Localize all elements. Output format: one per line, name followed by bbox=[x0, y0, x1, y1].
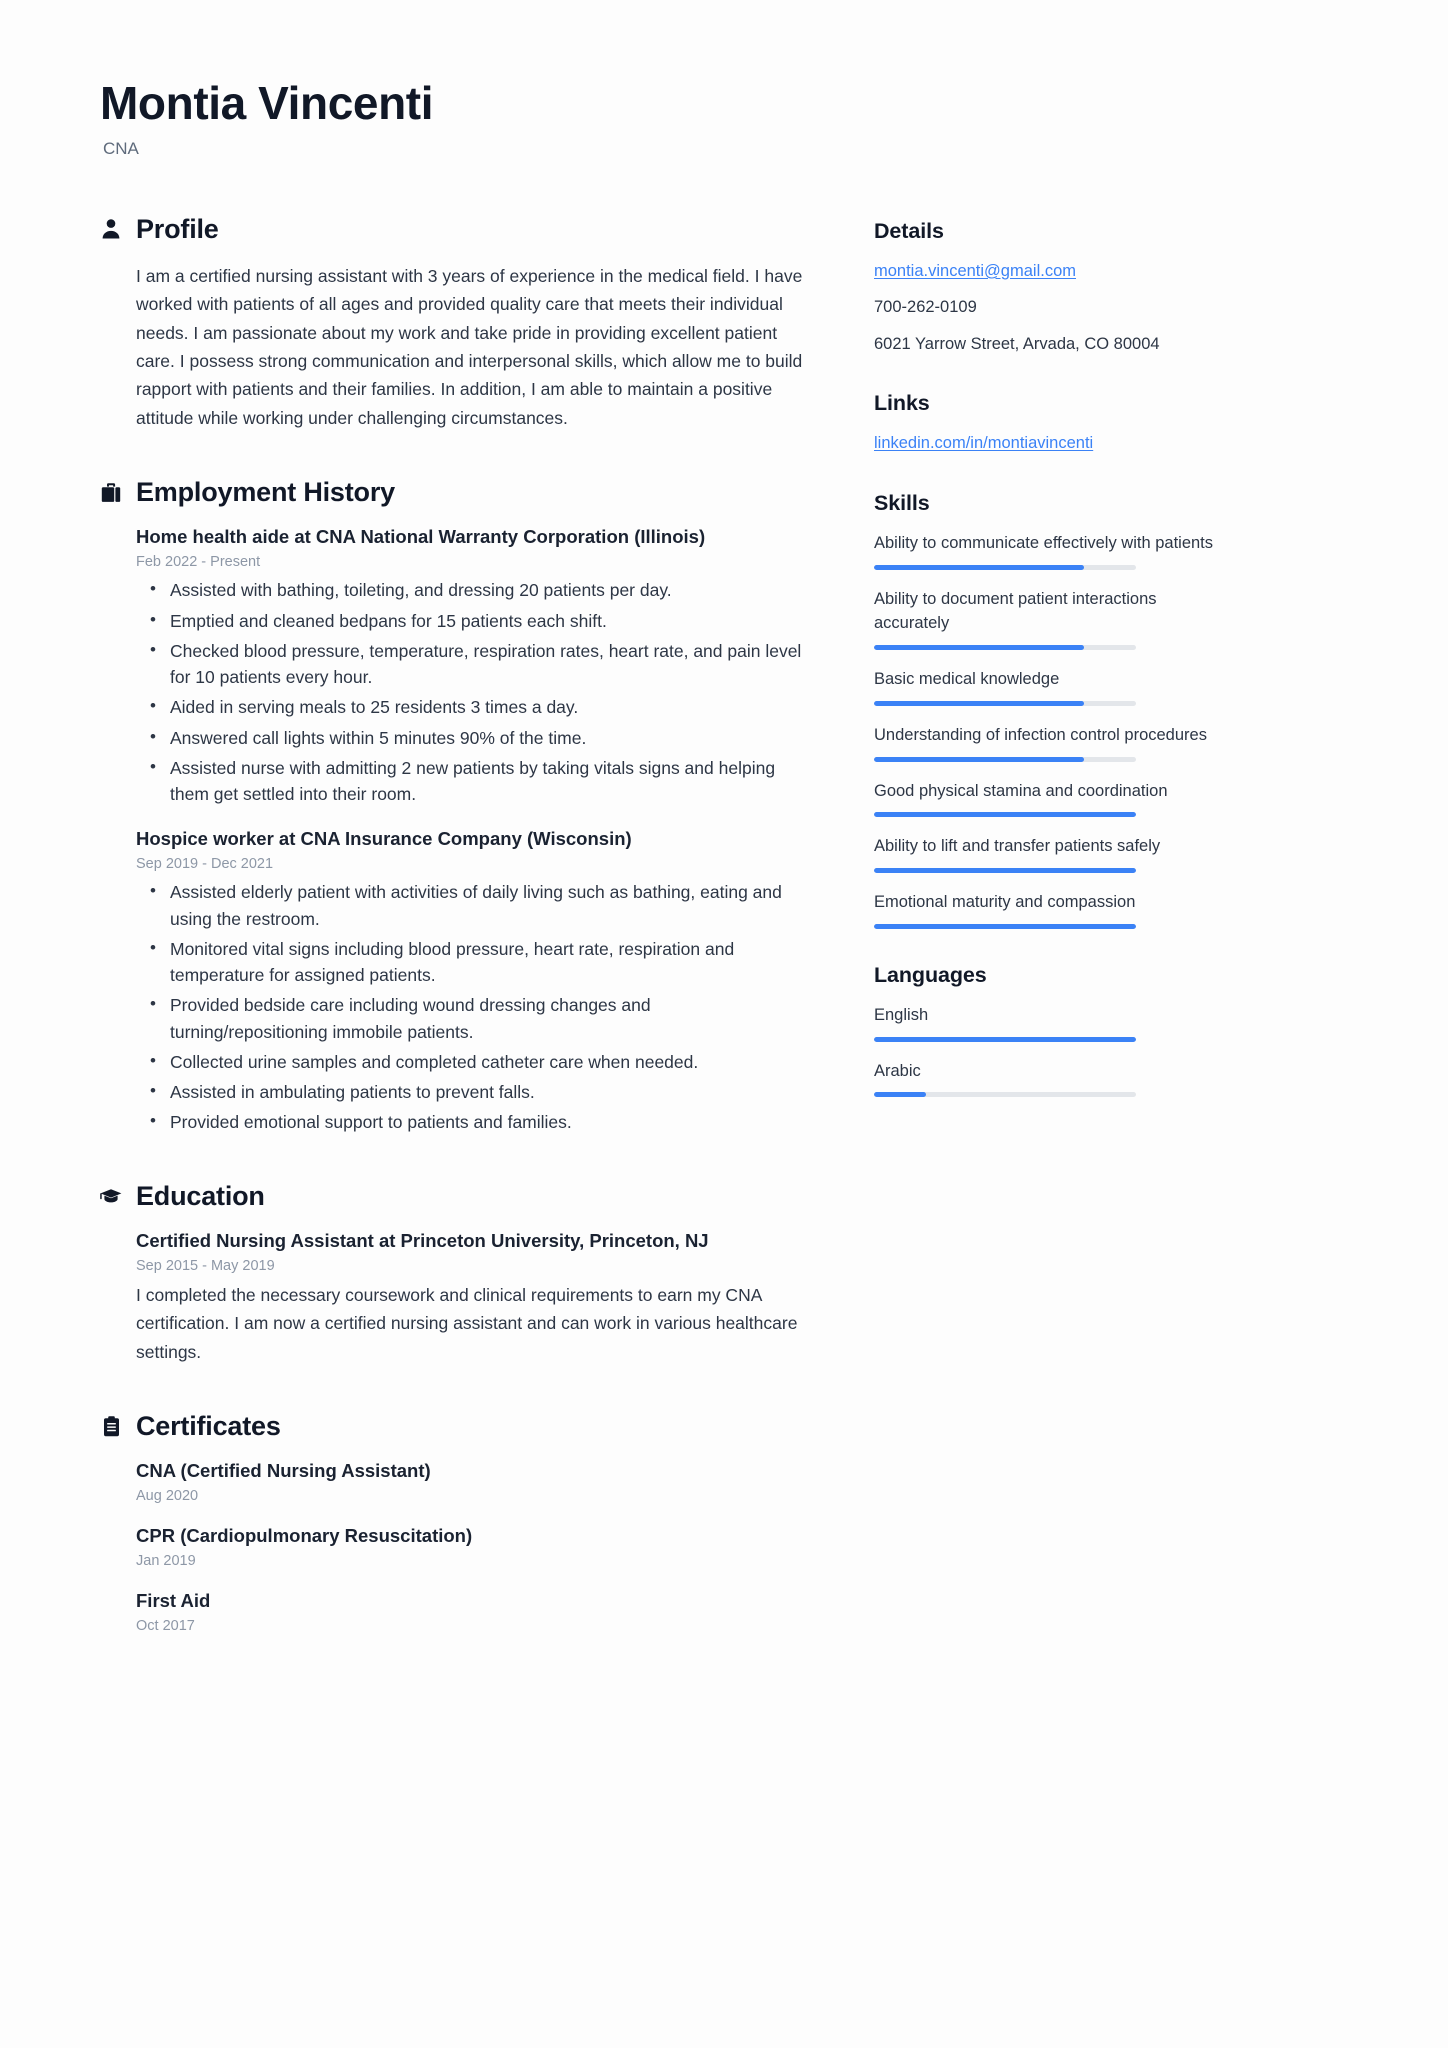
skill-level-track bbox=[874, 868, 1136, 873]
section-employment-header bbox=[100, 476, 812, 508]
language-label: English bbox=[874, 1005, 929, 1024]
sidebar-languages-title: Languages bbox=[874, 962, 987, 987]
section-certificates-title: Certificates bbox=[136, 1410, 281, 1441]
email-link[interactable]: montia.vincenti@gmail.com bbox=[874, 261, 1076, 280]
bullet-item: • Assisted with bathing, toileting, and dressing 20 patients per day. bbox=[136, 577, 812, 603]
language-item bbox=[874, 1003, 1226, 1042]
sidebar-section-details bbox=[874, 219, 1226, 358]
section-certificates-header bbox=[100, 1410, 812, 1442]
skill-level-fill bbox=[874, 868, 1136, 873]
skill-label: Basic medical knowledge bbox=[874, 670, 1060, 689]
candidate-name: Montia Vincenti bbox=[100, 77, 434, 129]
skill-label: Ability to document patient interactions accurately bbox=[874, 589, 1157, 633]
section-employment-body bbox=[100, 525, 812, 1135]
skill-level-fill bbox=[874, 812, 1136, 817]
language-level-track bbox=[874, 1037, 1136, 1042]
education-entry-title: Certified Nursing Assistant at Princeton University, Princeton, NJ bbox=[136, 1229, 709, 1251]
skill-level-track bbox=[874, 701, 1136, 706]
profile-text: I am a certified nursing assistant with 3 years of experience in the medical field. I have worked with patients of all ages and provided quality care that meets their individual needs. I am passionate about my work and take pride in providing excellent patient care. I possess strong communication and interpersonal skills, which allow me to build rapport with patients and their families. In addition, I am able to maintain a positive attitude while working under challenging circumstances. bbox=[136, 265, 803, 428]
briefcase-icon bbox=[100, 480, 122, 504]
skill-level-fill bbox=[874, 701, 1084, 706]
employment-entry-bullets bbox=[136, 577, 812, 807]
sidebar-links-title: Links bbox=[874, 391, 930, 416]
certificate-entry bbox=[136, 1589, 812, 1634]
links-row bbox=[874, 431, 1226, 457]
bullet-item: • Assisted nurse with admitting 2 new patients by taking vitals signs and helping them get settled into their room. bbox=[136, 755, 812, 808]
skill-item bbox=[874, 723, 1226, 762]
sidebar-column bbox=[874, 213, 1226, 1098]
bullet-item: • Checked blood pressure, temperature, respiration rates, heart rate, and pain level for 10 patients every hour. bbox=[136, 638, 812, 691]
resume-header bbox=[100, 78, 1348, 159]
employment-entry-date: Sep 2019 - Dec 2021 bbox=[136, 856, 274, 873]
employment-entry-title: Home health aide at CNA National Warranty Corporation (Illinois) bbox=[136, 526, 706, 548]
language-level-track bbox=[874, 1092, 1136, 1097]
employment-entry-date: Feb 2022 - Present bbox=[136, 554, 261, 571]
section-certificates-body bbox=[100, 1459, 812, 1634]
sidebar-section-languages bbox=[874, 963, 1226, 1098]
candidate-job-title: CNA bbox=[103, 138, 139, 158]
skill-level-fill bbox=[874, 924, 1136, 929]
skill-item bbox=[874, 890, 1226, 929]
education-entry-description: I completed the necessary coursework and clinical requirements to earn my CNA certification. I am now a certified nursing assistant and can work in various healthcare settings. bbox=[136, 1284, 798, 1362]
certificate-entry-date: Oct 2017 bbox=[136, 1618, 195, 1635]
skill-item bbox=[874, 587, 1226, 651]
language-item bbox=[874, 1059, 1226, 1098]
details-phone: 700-262-0109 bbox=[874, 298, 977, 317]
skill-level-fill bbox=[874, 565, 1084, 570]
skill-level-track bbox=[874, 645, 1136, 650]
employment-entry bbox=[136, 525, 812, 807]
skill-level-track bbox=[874, 757, 1136, 762]
certificate-entry bbox=[136, 1459, 812, 1504]
certificate-entry-date: Jan 2019 bbox=[136, 1553, 196, 1570]
bullet-item: • Assisted in ambulating patients to prevent falls. bbox=[136, 1079, 812, 1105]
section-education-header bbox=[100, 1180, 812, 1212]
graduation-cap-icon bbox=[100, 1184, 122, 1208]
language-level-fill bbox=[874, 1092, 926, 1097]
skill-level-fill bbox=[874, 757, 1084, 762]
sidebar-details-title: Details bbox=[874, 218, 944, 243]
employment-entry bbox=[136, 827, 812, 1135]
section-employment bbox=[100, 476, 812, 1136]
section-profile bbox=[100, 213, 812, 432]
sidebar-skills-title: Skills bbox=[874, 490, 930, 515]
employment-entry-title: Hospice worker at CNA Insurance Company (Wisconsin) bbox=[136, 828, 632, 850]
employment-entry-bullets bbox=[136, 879, 812, 1135]
section-employment-title: Employment History bbox=[136, 476, 395, 507]
bullet-item: • Collected urine samples and completed catheter care when needed. bbox=[136, 1049, 812, 1075]
bullet-item: • Provided emotional support to patients and families. bbox=[136, 1109, 812, 1135]
skill-level-track bbox=[874, 812, 1136, 817]
skill-item bbox=[874, 531, 1226, 570]
skill-item bbox=[874, 779, 1226, 818]
language-label: Arabic bbox=[874, 1061, 921, 1080]
skill-label: Ability to communicate effectively with patients bbox=[874, 533, 1214, 552]
bullet-item: • Monitored vital signs including blood pressure, heart rate, respiration and temperature for assigned patients. bbox=[136, 936, 812, 989]
section-education-body bbox=[100, 1229, 812, 1366]
education-entry-date: Sep 2015 - May 2019 bbox=[136, 1257, 275, 1274]
skill-label: Ability to lift and transfer patients safely bbox=[874, 837, 1161, 856]
bullet-item: • Provided bedside care including wound dressing changes and turning/repositioning immobile patients. bbox=[136, 992, 812, 1045]
certificate-entry-title: First Aid bbox=[136, 1590, 211, 1612]
skill-label: Understanding of infection control procedures bbox=[874, 725, 1207, 744]
section-profile-header bbox=[100, 213, 812, 245]
details-email-row bbox=[874, 259, 1226, 285]
linkedin-link[interactable]: linkedin.com/in/montiavincenti bbox=[874, 434, 1094, 453]
clipboard-icon bbox=[100, 1414, 122, 1438]
details-address: 6021 Yarrow Street, Arvada, CO 80004 bbox=[874, 334, 1160, 353]
section-education bbox=[100, 1180, 812, 1366]
skill-level-fill bbox=[874, 645, 1084, 650]
section-profile-body bbox=[100, 262, 812, 432]
section-profile-title: Profile bbox=[136, 213, 219, 244]
bullet-item: • Aided in serving meals to 25 residents 3 times a day. bbox=[136, 694, 812, 720]
skill-level-track bbox=[874, 565, 1136, 570]
certificate-entry-date: Aug 2020 bbox=[136, 1488, 199, 1505]
sidebar-section-links bbox=[874, 391, 1226, 457]
skill-level-track bbox=[874, 924, 1136, 929]
skill-item bbox=[874, 834, 1226, 873]
bullet-item: • Emptied and cleaned bedpans for 15 patients each shift. bbox=[136, 608, 812, 634]
certificate-entry bbox=[136, 1524, 812, 1569]
certificate-entry-title: CPR (Cardiopulmonary Resuscitation) bbox=[136, 1525, 473, 1547]
person-icon bbox=[100, 217, 122, 241]
bullet-item: • Answered call lights within 5 minutes 90% of the time. bbox=[136, 725, 812, 751]
main-column bbox=[100, 213, 812, 1642]
bullet-item: • Assisted elderly patient with activities of daily living such as bathing, eating and using the restroom. bbox=[136, 879, 812, 932]
certificate-entry-title: CNA (Certified Nursing Assistant) bbox=[136, 1460, 431, 1482]
section-education-title: Education bbox=[136, 1180, 265, 1211]
skill-item bbox=[874, 667, 1226, 706]
language-level-fill bbox=[874, 1037, 1136, 1042]
section-certificates bbox=[100, 1410, 812, 1634]
sidebar-section-skills bbox=[874, 491, 1226, 929]
education-entry bbox=[136, 1229, 812, 1366]
resume-columns bbox=[100, 213, 1348, 1642]
skill-label: Emotional maturity and compassion bbox=[874, 893, 1136, 912]
skill-label: Good physical stamina and coordination bbox=[874, 781, 1168, 800]
